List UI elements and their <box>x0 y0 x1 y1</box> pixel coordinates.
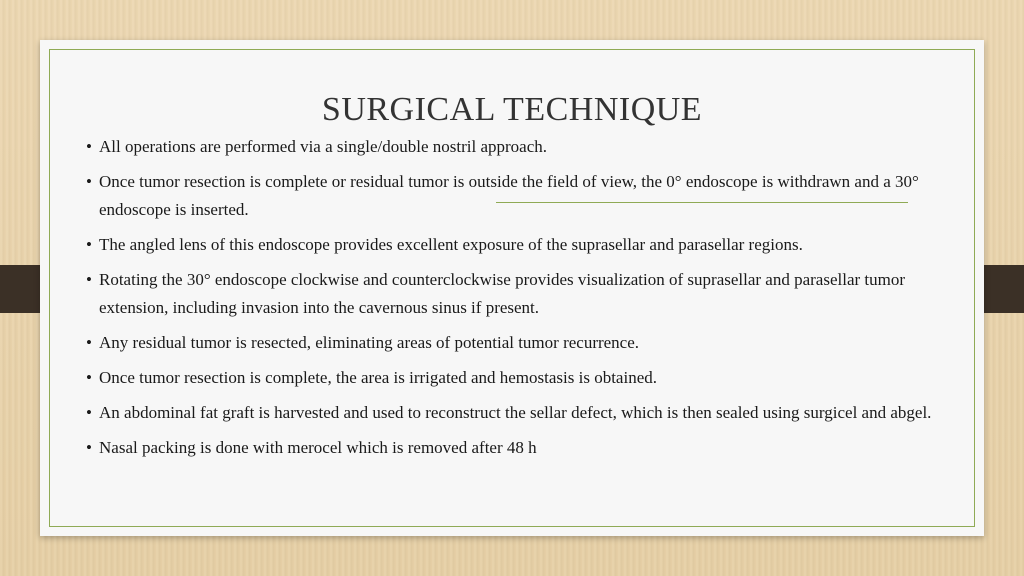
bullet-text: An abdominal fat graft is harvested and used to reconstruct the sellar defect, which is then sealed using surgicel and abgel. <box>99 403 932 422</box>
bullet-icon: • <box>86 137 92 156</box>
bullet-icon: • <box>86 270 92 289</box>
bullet-text: All operations are performed via a single/double nostril approach. <box>99 137 547 156</box>
bullet-text: Rotating the 30° endoscope clockwise and counterclockwise provides visualization of suprasellar and parasellar tumor extension, including invasion into the cavernous sinus if present. <box>99 270 906 317</box>
bullet-item <box>86 266 946 322</box>
bullet-icon: • <box>86 403 92 422</box>
bullet-item <box>86 399 946 427</box>
bullet-icon: • <box>86 438 92 457</box>
bullet-icon: • <box>86 172 92 191</box>
bullet-item <box>86 434 946 462</box>
bullet-item <box>86 364 946 392</box>
bullet-item <box>86 329 946 357</box>
bullet-icon: • <box>86 333 92 352</box>
bullet-icon: • <box>86 368 92 387</box>
bullet-item <box>86 133 946 161</box>
bullet-item <box>86 168 946 224</box>
slide-title: SURGICAL TECHNIQUE <box>321 90 703 128</box>
bullet-text: Once tumor resection is complete, the area is irrigated and hemostasis is obtained. <box>99 368 657 387</box>
bullet-icon: • <box>86 235 92 254</box>
bullet-text: The angled lens of this endoscope provides excellent exposure of the suprasellar and parasellar regions. <box>99 235 803 254</box>
bullet-text: Nasal packing is done with merocel which is removed after 48 h <box>99 438 537 457</box>
bullet-list <box>86 133 946 469</box>
bullet-text: Any residual tumor is resected, eliminating areas of potential tumor recurrence. <box>99 333 640 352</box>
slide-card <box>40 40 984 536</box>
bullet-text: Once tumor resection is complete or residual tumor is outside the field of view, the 0° endoscope is withdrawn and a 30° endoscope is inserted. <box>99 172 919 219</box>
bullet-item <box>86 231 946 259</box>
